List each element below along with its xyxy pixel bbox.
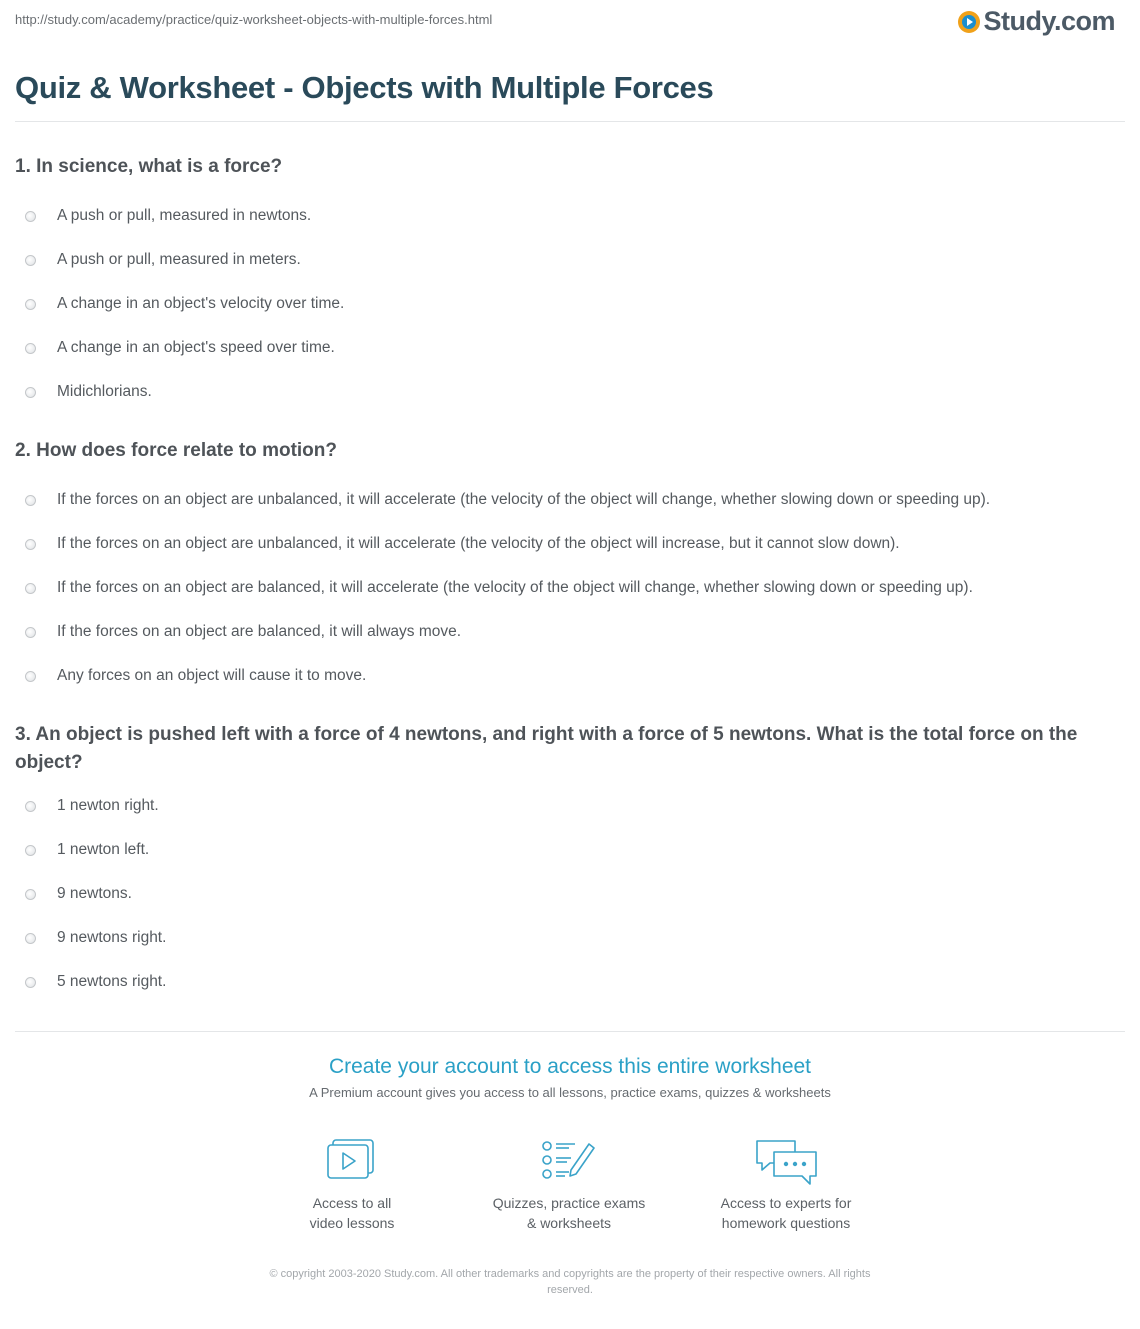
question-2 (15, 437, 1125, 698)
answer-option[interactable] (15, 566, 1125, 610)
copyright-notice: © copyright 2003-2020 Study.com. All other trademarks and copyrights are the property of their respective owners. All rights reserved. (269, 1268, 871, 1296)
answer-label: If the forces on an object are balanced, it will accelerate (the velocity of the object will change, whether slowing down or speeding up). (57, 579, 973, 596)
feature-label: Quizzes, practice exams & worksheets (492, 1195, 646, 1231)
study-logo[interactable] (958, 6, 1115, 37)
radio-button-icon[interactable] (25, 583, 36, 594)
answer-label: Midichlorians. (57, 383, 152, 400)
radio-button-icon[interactable] (25, 343, 36, 354)
question-3 (15, 721, 1125, 1004)
radio-button-icon[interactable] (25, 299, 36, 310)
study-logo-text: Study.com (983, 6, 1115, 36)
radio-button-icon[interactable] (25, 933, 36, 944)
page-title: Quiz & Worksheet - Objects with Multiple Forces (15, 70, 714, 105)
radio-button-icon[interactable] (25, 211, 36, 222)
radio-button-icon[interactable] (25, 495, 36, 506)
feature-label: Access to all video lessons (309, 1195, 395, 1231)
feature-quizzes (474, 1138, 664, 1233)
study-logo-icon (958, 11, 980, 33)
video-lessons-icon (326, 1138, 378, 1184)
radio-button-icon[interactable] (25, 801, 36, 812)
radio-button-icon[interactable] (25, 977, 36, 988)
question-text: 1. In science, what is a force? (15, 156, 283, 177)
question-text: 3. An object is pushed left with a force of 4 newtons, and right with a force of 5 newtons. What is the total force on the object? (15, 724, 1078, 773)
answer-option[interactable] (15, 522, 1125, 566)
answer-label: A change in an object's velocity over time. (57, 295, 345, 312)
create-account-link[interactable]: Create your account to access this entire worksheet (328, 1055, 812, 1078)
feature-label: Access to experts for homework questions (720, 1195, 852, 1231)
title-divider (15, 121, 1125, 122)
answer-label: If the forces on an object are balanced, it will always move. (57, 623, 462, 640)
feature-video-lessons (257, 1138, 447, 1233)
answer-options (15, 784, 1125, 1004)
answer-label: If the forces on an object are unbalanced, it will accelerate (the velocity of the object will increase, but it cannot slow down). (57, 535, 900, 552)
answer-option[interactable] (15, 238, 1125, 282)
answer-label: A change in an object's speed over time. (57, 339, 335, 356)
radio-button-icon[interactable] (25, 671, 36, 682)
answer-options (15, 194, 1125, 414)
cta-subtitle: A Premium account gives you access to all lessons, practice exams, quizzes & worksheets (309, 1085, 831, 1100)
answer-options (15, 478, 1125, 698)
radio-button-icon[interactable] (25, 539, 36, 550)
premium-features (0, 1138, 1140, 1248)
question-1 (15, 153, 1125, 414)
answer-option[interactable] (15, 370, 1125, 414)
answer-option[interactable] (15, 872, 1125, 916)
radio-button-icon[interactable] (25, 627, 36, 638)
answer-option[interactable] (15, 828, 1125, 872)
radio-button-icon[interactable] (25, 845, 36, 856)
answer-label: A push or pull, measured in newtons. (57, 207, 312, 224)
answer-label: 1 newton left. (57, 841, 150, 858)
page-url: http://study.com/academy/practice/quiz-worksheet-objects-with-multiple-forces.html (15, 12, 493, 27)
chat-bubbles-icon (754, 1138, 818, 1188)
answer-option[interactable] (15, 916, 1125, 960)
answer-option[interactable] (15, 960, 1125, 1004)
answer-option[interactable] (15, 784, 1125, 828)
answer-label: Any forces on an object will cause it to move. (57, 667, 367, 684)
answer-option[interactable] (15, 194, 1125, 238)
answer-option[interactable] (15, 654, 1125, 698)
create-account-cta (15, 1055, 1125, 1100)
feature-experts (691, 1138, 881, 1233)
quiz-checklist-icon (541, 1138, 597, 1184)
radio-button-icon[interactable] (25, 889, 36, 900)
answer-label: A push or pull, measured in meters. (57, 251, 301, 268)
top-bar (15, 0, 1125, 40)
answer-option[interactable] (15, 478, 1125, 522)
answer-label: 9 newtons right. (57, 929, 167, 946)
answer-label: 9 newtons. (57, 885, 132, 902)
answer-label: 1 newton right. (57, 797, 159, 814)
answer-label: 5 newtons right. (57, 973, 167, 990)
answer-label: If the forces on an object are unbalanced, it will accelerate (the velocity of the object will change, whether slowing down or speeding up). (57, 491, 991, 508)
cta-divider (15, 1031, 1125, 1032)
radio-button-icon[interactable] (25, 387, 36, 398)
answer-option[interactable] (15, 326, 1125, 370)
answer-option[interactable] (15, 282, 1125, 326)
radio-button-icon[interactable] (25, 255, 36, 266)
answer-option[interactable] (15, 610, 1125, 654)
question-text: 2. How does force relate to motion? (15, 440, 337, 461)
